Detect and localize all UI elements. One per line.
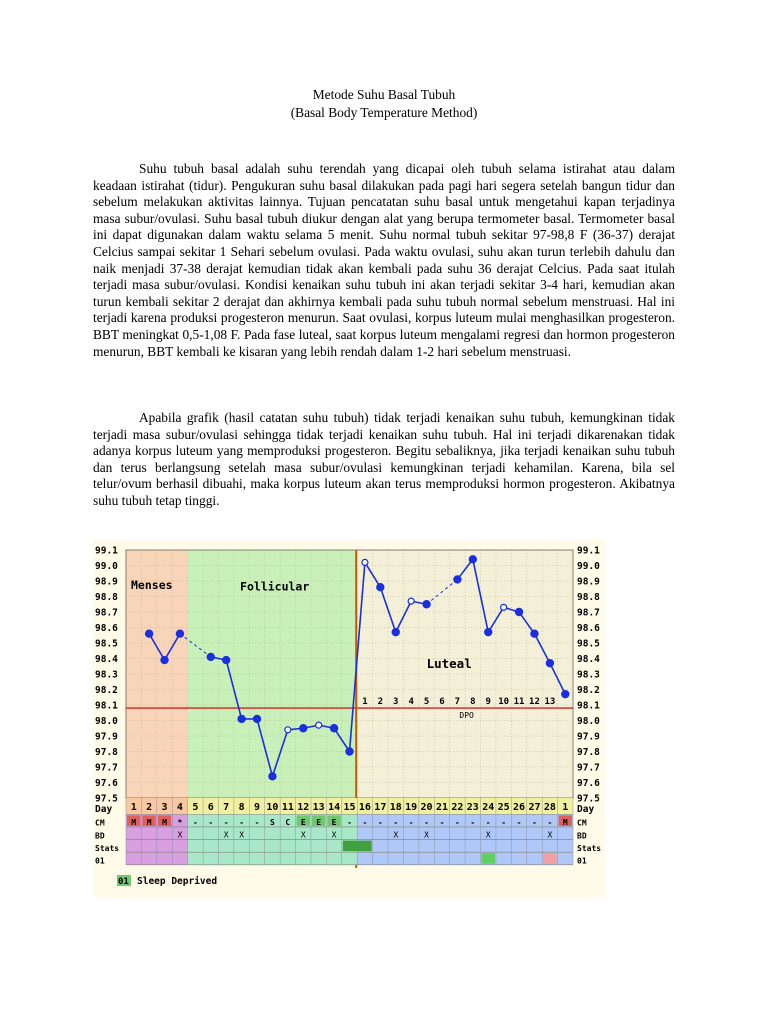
document-title: Metode Suhu Basal Tubuh [312, 87, 456, 102]
row-label-o1: 01 [95, 856, 105, 866]
y-tick-label-right: 97.8 [577, 747, 600, 758]
temperature-point [408, 598, 414, 604]
day-number: 25 [497, 802, 510, 813]
temperature-point [377, 584, 384, 591]
y-tick-label-right: 98.9 [577, 576, 600, 588]
y-tick-label-right: 97.7 [577, 762, 600, 774]
temperature-point [223, 656, 230, 663]
cm-value: M [131, 818, 137, 828]
row-label-bd: BD [95, 831, 105, 841]
y-tick-label-right: 98.0 [577, 716, 600, 727]
dpo-label: 2 [377, 697, 384, 708]
cm-value: - [501, 818, 507, 828]
temperature-point [285, 727, 291, 733]
y-tick-label-left: 98.5 [95, 638, 118, 650]
y-tick-label-right: 98.6 [577, 623, 600, 634]
y-tick-label-left: 99.1 [95, 545, 118, 557]
o1-highlight-green [482, 853, 495, 864]
temperature-point [300, 725, 307, 732]
y-tick-label-left: 98.9 [95, 576, 118, 588]
dpo-title: DPO [459, 711, 474, 721]
cm-value: - [239, 818, 245, 828]
bd-mark: X [331, 830, 337, 840]
legend-label: Sleep Deprived [137, 876, 218, 887]
day-number: 11 [281, 802, 294, 813]
y-tick-label-left: 97.7 [95, 762, 118, 774]
y-tick-label-left: 98.8 [95, 592, 118, 603]
paragraph-1: Suhu tubuh basal adalah suhu terendah yang dicapai oleh tubuh selama istirahat atau dalam keadaan istirahat (tidur). Pengukuran suhu basal dilakukan pada pagi hari segera setelah bangun tidur dan sebelum melakukan aktivitas lainnya. Tujuan pencatatan suhu basal untuk mengetahui kapan terjadinya masa subur/ovulasi. Suhu basal tubuh diukur dengan alat yang berupa termometer basal. Termometer basal ini dapat digunakan dalam waktu selama 5 menit. Suhu normal tubuh sekitar 97-98,8 F (36-37) derajat Celcius sampai sekitar 1 Sehari sebelum ovulasi. Pada waktu ovulasi, suhu akan turun terlebih dahulu dan naik menjadi 37-38 derajat kemudian tidak akan kembali pada suhu 36 derajat Celcius. Pada saat itulah terjadi masa subur/ovulasi. Kondisi kenaikan suhu tubuh ini akan terjadi sekitar 3-4 hari, kemudian akan turun kembali sekitar 2 derajat dan akhirnya kembali pada suhu tubuh normal sebelum menstruasi. Hal ini terjadi karena produksi progesteron menurun. Saat ovulasi, korpus luteum mulai menghasilkan progesteron. BBT meningkat 0,5-1,08 F. Pada fase luteal, saat korpus luteum mengalami regresi dan hormon progesteron menurun, BBT kembali ke kisaran yang lebih rendah dalam 1-2 hari sebelum menstruasi. [93, 161, 675, 359]
row-label-day-right: Day [577, 804, 595, 815]
cm-value: - [192, 818, 198, 828]
document-subtitle: (Basal Body Temperature Method) [290, 105, 478, 120]
day-number: 7 [223, 802, 230, 813]
temperature-point [423, 601, 430, 608]
y-tick-label-left: 97.8 [95, 747, 118, 758]
day-number: 10 [266, 802, 279, 813]
y-tick-label-left: 97.5 [95, 793, 118, 805]
temperature-point [562, 691, 569, 698]
y-tick-label-left: 97.9 [95, 731, 118, 743]
dpo-label: 8 [470, 697, 476, 708]
y-tick-label-right: 97.5 [577, 793, 600, 805]
day-number: 17 [374, 802, 387, 813]
y-tick-label-left: 98.1 [95, 700, 118, 712]
temperature-point [531, 630, 538, 637]
y-tick-label-left: 98.3 [95, 669, 118, 681]
temperature-point [546, 660, 553, 667]
cm-value: E [316, 818, 322, 828]
bd-mark: X [177, 830, 183, 840]
temperature-point [454, 576, 461, 583]
day-number: 6 [207, 802, 214, 813]
temperature-point [515, 608, 522, 615]
bd-mark: X [393, 830, 399, 840]
temperature-point [469, 556, 476, 563]
day-number: 21 [435, 802, 449, 813]
cm-value: - [485, 818, 491, 828]
cm-value: - [454, 818, 460, 828]
day-number: 14 [328, 802, 341, 813]
cm-value: S [270, 818, 275, 828]
y-tick-label-right: 97.9 [577, 731, 600, 743]
phase-label-luteal: Luteal [426, 655, 472, 671]
day-number: 4 [176, 802, 183, 813]
day-number: 24 [482, 802, 495, 813]
bbt-chart-image [93, 540, 605, 898]
dpo-label: 11 [513, 697, 525, 708]
cm-value: E [331, 818, 337, 828]
y-tick-label-left: 98.4 [95, 654, 118, 665]
day-number: 16 [358, 802, 371, 813]
cm-value: - [424, 818, 429, 828]
day-number: 9 [254, 802, 261, 813]
y-tick-label-right: 98.2 [577, 685, 600, 696]
day-number: 20 [420, 802, 433, 813]
cm-value: - [439, 818, 445, 828]
row-label-stats: Stats [95, 843, 120, 853]
day-number: 1 [130, 802, 137, 813]
day-number: 5 [192, 802, 199, 813]
day-number: 19 [405, 802, 418, 813]
day-number: 8 [238, 802, 245, 813]
temperature-point [346, 748, 353, 755]
cm-value: - [470, 818, 476, 828]
cm-value: - [393, 818, 399, 828]
title-block [0, 86, 768, 122]
dpo-label: 9 [485, 697, 491, 708]
row-label-bd-right: BD [577, 831, 587, 841]
temperature-point [392, 629, 399, 636]
y-tick-label-left: 99.0 [95, 561, 118, 572]
cm-value: M [146, 818, 152, 828]
phase-label-menses: Menses [131, 577, 173, 592]
day-number: 15 [343, 802, 356, 813]
y-tick-label-right: 98.8 [577, 592, 600, 603]
temperature-point [238, 715, 245, 722]
temperature-point [485, 629, 492, 636]
bd-mark: X [485, 830, 491, 840]
y-tick-label-right: 98.1 [577, 700, 600, 712]
bbt-chart-svg [93, 540, 605, 898]
y-tick-label-left: 98.0 [95, 716, 118, 727]
cm-value: C [285, 818, 291, 828]
cm-value: E [300, 818, 306, 828]
row-label-stats-right: Stats [577, 843, 602, 853]
bd-mark: X [239, 830, 245, 840]
bd-mark: X [223, 830, 229, 840]
row-label-cm-right: CM [577, 818, 587, 828]
cm-value: - [547, 818, 553, 828]
cm-value: - [347, 818, 352, 828]
y-tick-label-left: 98.2 [95, 685, 118, 696]
temperature-point [501, 604, 507, 610]
row-label-o1-right: 01 [577, 856, 587, 866]
day-number: 27 [528, 802, 541, 813]
cm-value: - [516, 818, 522, 828]
y-tick-label-right: 99.0 [577, 561, 600, 572]
temperature-point [269, 773, 276, 780]
dpo-label: 7 [454, 697, 461, 708]
dpo-label: 5 [423, 697, 430, 708]
day-number: 26 [513, 802, 526, 813]
day-number: 13 [312, 802, 325, 813]
y-tick-label-right: 98.3 [577, 669, 600, 681]
phase-label-follicular: Follicular [240, 579, 310, 594]
paragraph-2: Apabila grafik (hasil catatan suhu tubuh) tidak terjadi kenaikan suhu tubuh, kemungkinan tidak terjadi masa subur/ovulasi sehingga tidak terjadi kenaikan suhu tubuh. Hal ini terjadi dikarenakan tidak adanya korpus luteum yang memproduksi progesteron. Begitu sebaliknya, jika terjadi kenaikan suhu tubuh dan terus berlangsung setelah masa subur/ovulasi kemungkinan terjadi kehamilan. Karena, bila sel telur/ovum berhasil dibuahi, maka korpus luteum akan terus memproduksi hormon progesteron. Akibatnya suhu tubuh tetap tinggi. [93, 410, 675, 508]
stats-highlight-green [343, 841, 372, 852]
cm-value: - [254, 818, 260, 828]
row-label-day: Day [95, 804, 113, 815]
cm-value: - [408, 818, 414, 828]
temperature-point [253, 715, 260, 722]
y-tick-label-left: 97.6 [95, 778, 118, 789]
cm-value: - [362, 818, 368, 828]
dpo-label: 1 [362, 697, 368, 708]
temperature-point [330, 725, 337, 732]
y-tick-label-right: 99.1 [577, 545, 600, 557]
temperature-point [362, 559, 368, 565]
temperature-point [316, 722, 322, 728]
cm-value: * [177, 818, 183, 828]
cm-value: M [162, 818, 167, 828]
y-tick-label-left: 98.6 [95, 623, 118, 634]
o1-highlight-pink [543, 853, 556, 864]
day-number: 12 [297, 802, 310, 813]
y-tick-label-right: 98.4 [577, 654, 600, 665]
dpo-label: 6 [439, 697, 445, 708]
day-number: 23 [466, 802, 479, 813]
cm-value: M [562, 818, 568, 828]
dpo-label: 3 [393, 697, 399, 708]
day-number: 2 [146, 802, 153, 813]
temperature-point [161, 656, 168, 663]
day-number: 3 [161, 802, 168, 813]
day-number: 1 [562, 802, 569, 813]
cm-value: - [377, 818, 383, 828]
day-number: 28 [543, 802, 556, 813]
dpo-label: 13 [544, 697, 556, 708]
cm-value: - [532, 818, 537, 828]
temperature-point [207, 653, 214, 660]
y-tick-label-right: 98.5 [577, 638, 600, 650]
bd-mark: X [547, 830, 553, 840]
day-number: 22 [451, 802, 464, 813]
dpo-label: 12 [529, 697, 540, 708]
dpo-label: 4 [408, 697, 414, 708]
row-label-cm: CM [95, 818, 105, 828]
y-tick-label-right: 97.6 [577, 778, 600, 789]
y-tick-label-right: 98.7 [577, 607, 600, 619]
cm-value: - [223, 818, 229, 828]
temperature-point [146, 630, 153, 637]
bd-mark: X [424, 830, 429, 840]
y-tick-label-left: 98.7 [95, 607, 118, 619]
dpo-label: 10 [498, 697, 510, 708]
cm-value: - [208, 818, 214, 828]
temperature-point [176, 630, 183, 637]
legend-code: 01 [118, 877, 129, 887]
day-number: 18 [389, 802, 402, 813]
bd-mark: X [300, 830, 306, 840]
